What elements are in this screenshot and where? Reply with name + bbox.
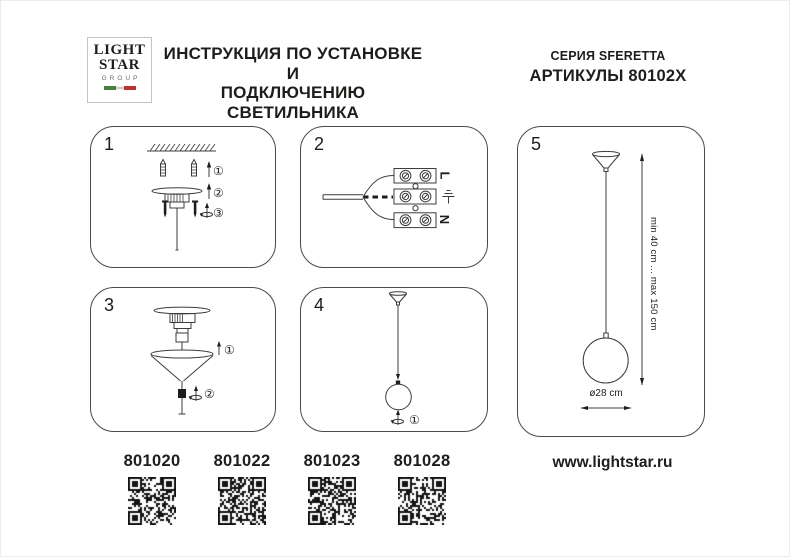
qr-code-801022 [218, 477, 266, 525]
step-1-diagram [91, 127, 277, 269]
live-wire [363, 176, 394, 198]
step-2-panel [300, 126, 488, 268]
qr-code-801020 [128, 477, 176, 525]
terminal-block [394, 169, 436, 228]
step-3-panel [90, 287, 276, 432]
socket [396, 381, 400, 385]
diameter-dimension-arrow [581, 406, 632, 410]
page-title [157, 44, 429, 122]
ground-wire [363, 197, 394, 220]
cable [323, 195, 363, 199]
qr-code-801028 [398, 477, 446, 525]
step-4-number: 4 [314, 295, 325, 315]
height-dimension-arrow [640, 154, 644, 386]
article-code: 801020 [123, 452, 181, 470]
socket [604, 333, 608, 338]
canopy [154, 307, 210, 342]
title-line-2: ПОДКЛЮЧЕНИЮ СВЕТИЛЬНИКА [220, 83, 366, 122]
title-line-1: ИНСТРУКЦИЯ ПО УСТАНОВКЕ И [163, 44, 423, 83]
screw-icon [192, 201, 198, 218]
step-2-diagram [301, 127, 489, 269]
italian-flag-icon [104, 86, 136, 90]
step-4-panel [300, 287, 488, 432]
series-block [497, 49, 719, 86]
step-1-number: 1 [104, 134, 115, 154]
arrow-up-icon [207, 183, 211, 199]
logo-line-star: STAR [99, 57, 140, 73]
ground-symbol-icon [443, 191, 455, 204]
rotate-screw-icon [391, 410, 404, 426]
step-5-panel [517, 126, 705, 437]
ceiling-hatch [147, 144, 216, 151]
ceiling-cone [390, 292, 407, 305]
diameter-label: ø28 cm [589, 388, 623, 399]
callout-1: ① [409, 413, 420, 427]
website-url: www.lightstar.ru [552, 454, 673, 471]
article-code: 801023 [303, 452, 361, 470]
articles-header: АРТИКУЛЫ 80102X [529, 67, 687, 85]
ceiling-cone [593, 151, 620, 171]
callout-1: ① [224, 343, 235, 357]
callout-1: ① [213, 164, 224, 178]
terminal-label-neutral: N [437, 214, 453, 225]
glass-sphere [386, 384, 412, 410]
arrow-down-icon [396, 374, 400, 380]
logo-line-group: GROUP [101, 75, 141, 82]
qr-code-801023 [308, 477, 356, 525]
step-3-diagram [91, 288, 277, 433]
step-1-panel [90, 126, 276, 268]
article-code: 801028 [393, 452, 451, 470]
glass-sphere [583, 338, 628, 383]
step-3-number: 3 [104, 295, 115, 315]
rotate-screw-icon [200, 203, 213, 219]
series-name: СЕРИЯ SFERETTA [550, 49, 666, 63]
callout-2: ② [213, 186, 224, 200]
screw-icon [162, 201, 168, 218]
rotate-screw-icon [189, 386, 202, 402]
terminal-label-live: L [437, 171, 453, 180]
arrow-up-icon [207, 161, 211, 177]
step-4-diagram [301, 288, 489, 433]
arrow-up-icon [217, 341, 221, 355]
anchor-icon [192, 160, 197, 177]
logo-line-light: LIGHT [93, 42, 146, 58]
nut [178, 389, 186, 398]
step-5-number: 5 [531, 134, 542, 154]
step-2-number: 2 [314, 134, 325, 154]
callout-3: ③ [213, 206, 224, 220]
callout-2: ② [204, 387, 215, 401]
height-range-label: min 40 cm ... max 150 cm [648, 217, 659, 331]
anchor-icon [161, 160, 166, 177]
lightstar-logo [87, 37, 152, 103]
article-code: 801022 [213, 452, 271, 470]
cone-shade [151, 350, 213, 381]
